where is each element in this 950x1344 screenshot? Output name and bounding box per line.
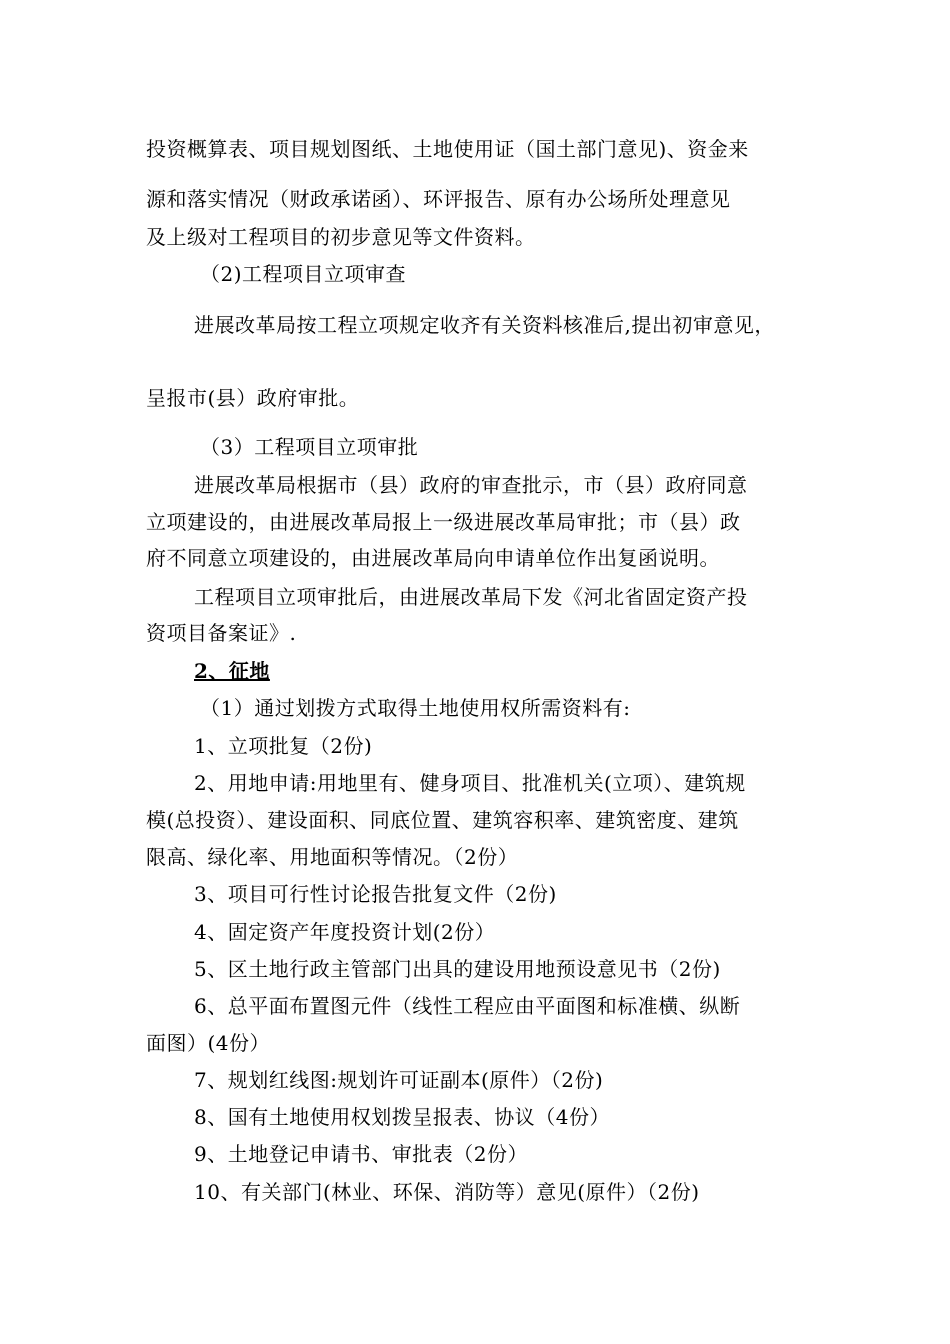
list-item: 10、有关部门(林业、环保、消防等）意见(原件）（2份) — [194, 1180, 700, 1204]
section-heading: （3）工程项目立项审批 — [200, 435, 419, 459]
list-item: 1、立项批复（2份) — [194, 734, 373, 758]
paragraph-line: 投资概算表、项目规划图纸、土地使用证（国土部门意见)、资金来 — [146, 137, 749, 161]
list-intro: （1）通过划拨方式取得土地使用权所需资料有: — [200, 696, 631, 720]
list-item-continued: 模(总投资）、建设面积、同底位置、建筑容积率、建筑密度、建筑 — [146, 808, 739, 832]
paragraph-line: 进展改革局根据市（县）政府的审查批示，市（县）政府同意 — [194, 473, 748, 497]
paragraph-line: 府不同意立项建设的，由进展改革局向申请单位作出复函说明。 — [146, 546, 720, 570]
list-item: 2、用地申请:用地里有、健身项目、批准机关(立项）、建筑规 — [194, 771, 746, 795]
list-item: 8、国有土地使用权划拨呈报表、协议（4份） — [194, 1105, 610, 1129]
paragraph-line: 立项建设的，由进展改革局报上一级进展改革局审批；市（县）政 — [146, 510, 741, 534]
paragraph-line: 进展改革局按工程立项规定收齐有关资料核准后,提出初审意见， — [194, 313, 775, 337]
list-item-continued: 限高、绿化率、用地面积等情况。（2份） — [146, 845, 519, 869]
list-item: 5、区土地行政主管部门出具的建设用地预设意见书（2份) — [194, 957, 721, 981]
list-item: 9、土地登记申请书、审批表（2份） — [194, 1142, 528, 1166]
section-heading: （2)工程项目立项审查 — [200, 262, 407, 286]
paragraph-line: 资项目备案证》. — [146, 621, 297, 645]
section-title: 2、征地 — [194, 659, 270, 683]
list-item-continued: 面图）(4份） — [146, 1031, 271, 1055]
paragraph-line: 及上级对工程项目的初步意见等文件资料。 — [146, 225, 536, 249]
paragraph-line: 源和落实情况（财政承诺函）、环评报告、原有办公场所处理意见 — [146, 187, 731, 211]
list-item: 7、规划红线图:规划许可证副本(原件）（2份) — [194, 1068, 604, 1092]
list-item: 4、固定资产年度投资计划(2份） — [194, 920, 496, 944]
list-item: 6、总平面布置图元件（线性工程应由平面图和标准横、纵断 — [194, 994, 741, 1018]
list-item: 3、项目可行性讨论报告批复文件（2份) — [194, 882, 557, 906]
paragraph-line: 呈报市(县）政府审批。 — [146, 386, 360, 410]
paragraph-line: 工程项目立项审批后，由进展改革局下发《河北省固定资产投 — [194, 585, 748, 609]
